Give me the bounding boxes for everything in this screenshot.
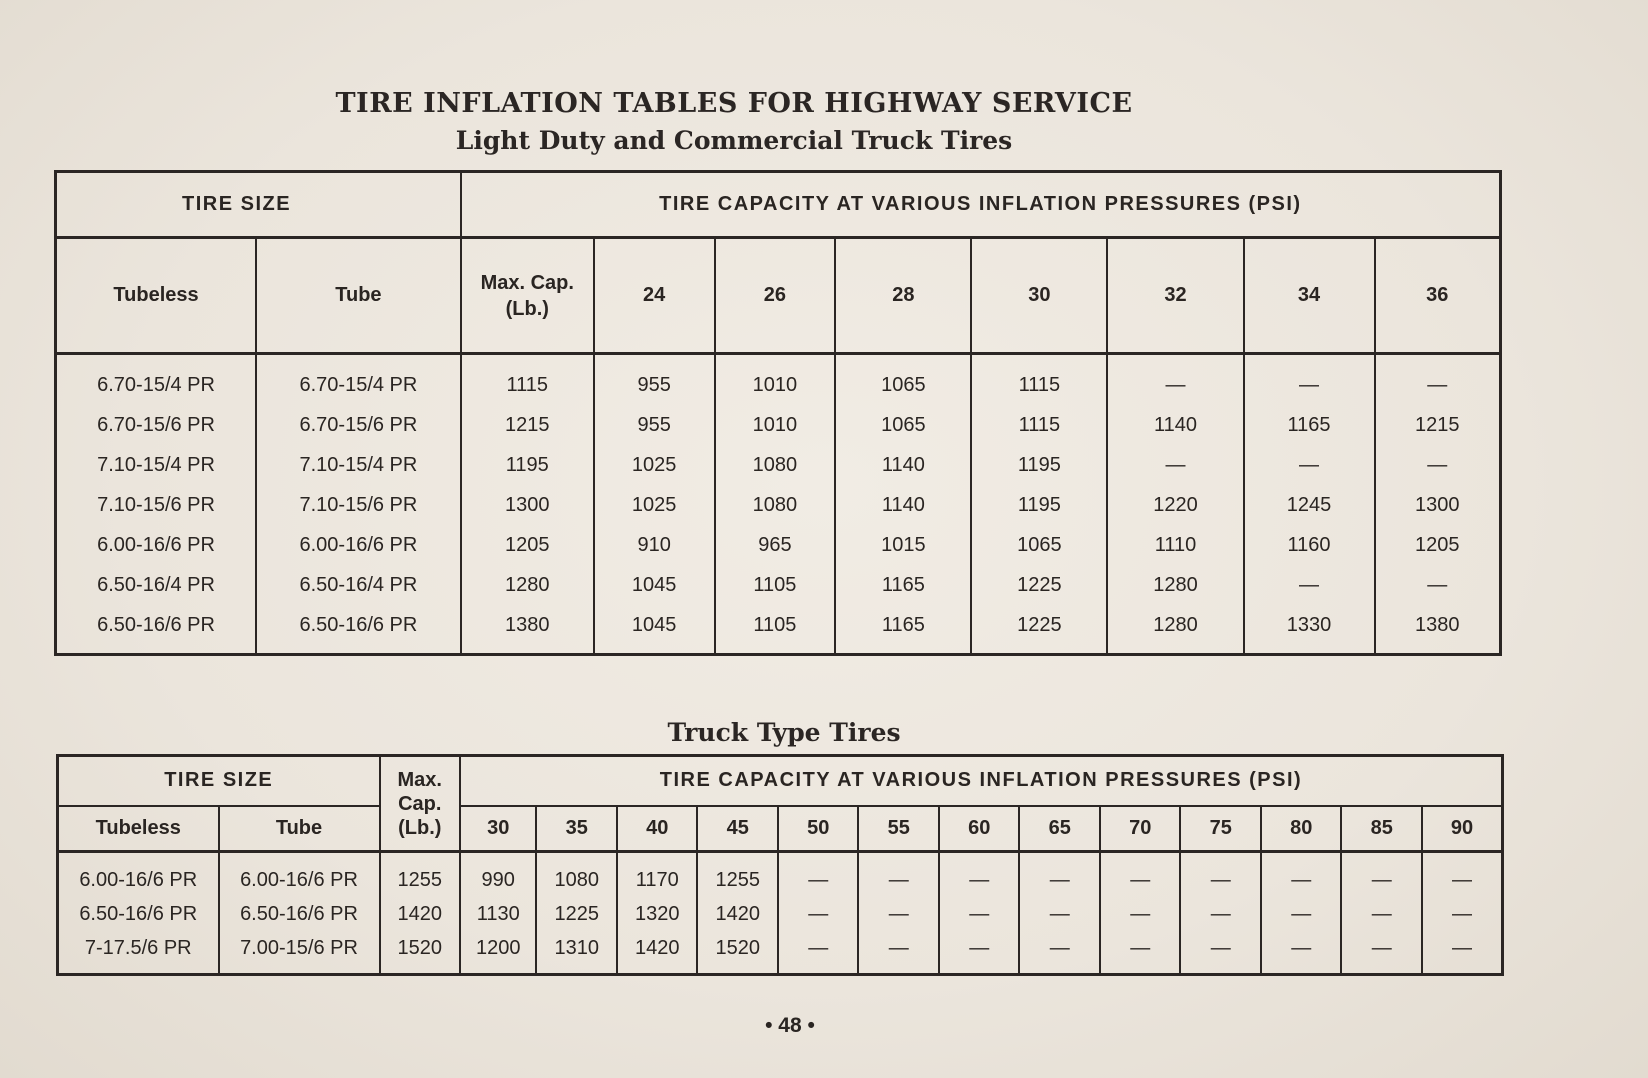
table-cell: 1010 (715, 354, 836, 406)
col-header-tube: Tube (219, 806, 380, 852)
table-cell: 1170 (617, 852, 698, 898)
table-cell: — (1341, 931, 1422, 975)
table-cell: 7.10-15/6 PR (256, 485, 461, 525)
col-header-psi: 45 (697, 806, 778, 852)
table-cell: 6.00-16/6 PR (219, 852, 380, 898)
col-header-psi: 36 (1375, 238, 1501, 354)
table-cell: — (1244, 565, 1375, 605)
table-cell: 1010 (715, 405, 836, 445)
table-cell: 1245 (1244, 485, 1375, 525)
table-cell: 1115 (971, 405, 1107, 445)
col-header-psi: 28 (835, 238, 971, 354)
table-cell: 7.10-15/4 PR (256, 445, 461, 485)
table-cell: — (1244, 354, 1375, 406)
table-cell: — (858, 897, 939, 931)
table-cell: 6.00-16/6 PR (256, 525, 461, 565)
table-cell: — (1180, 897, 1261, 931)
table-cell: 1205 (461, 525, 594, 565)
table-cell: — (1375, 445, 1501, 485)
table-cell: 1105 (715, 605, 836, 655)
table-cell: 1080 (715, 445, 836, 485)
table-cell: 955 (594, 405, 715, 445)
table-row (56, 354, 1501, 406)
col-header-tubeless: Tubeless (58, 806, 219, 852)
col-header-psi: 34 (1244, 238, 1375, 354)
table-cell: 7.10-15/4 PR (56, 445, 257, 485)
table-cell: — (858, 931, 939, 975)
table-cell: 1200 (460, 931, 536, 975)
table-cell: — (1100, 852, 1181, 898)
col-header-psi: 24 (594, 238, 715, 354)
table-cell: — (1341, 897, 1422, 931)
col-header-psi: 35 (536, 806, 617, 852)
col-header-psi: 60 (939, 806, 1020, 852)
table-cell: — (1019, 931, 1100, 975)
col-header-psi: 75 (1180, 806, 1261, 852)
table-cell: — (939, 897, 1020, 931)
table-cell: 6.50-16/6 PR (256, 605, 461, 655)
table-cell: 6.50-16/6 PR (56, 605, 257, 655)
capacity-header: TIRE CAPACITY AT VARIOUS INFLATION PRESSURES (PSI) (460, 756, 1503, 806)
table-cell: 1140 (835, 445, 971, 485)
table-cell: 6.50-16/6 PR (58, 897, 219, 931)
table-cell: — (1422, 852, 1503, 898)
table-cell: 955 (594, 354, 715, 406)
table-cell: 1195 (971, 485, 1107, 525)
table-cell: — (1244, 445, 1375, 485)
table-cell: — (1261, 931, 1342, 975)
table-cell: 990 (460, 852, 536, 898)
table-cell: — (1375, 565, 1501, 605)
table-cell: 1420 (380, 897, 461, 931)
col-header-psi: 50 (778, 806, 859, 852)
table-cell: 1330 (1244, 605, 1375, 655)
table-cell: 1045 (594, 565, 715, 605)
col-header-psi: 80 (1261, 806, 1342, 852)
table-cell: 1025 (594, 445, 715, 485)
truck-type-table-body (58, 852, 1503, 975)
col-header-tubeless: Tubeless (56, 238, 257, 354)
tire-size-header: TIRE SIZE (58, 756, 380, 806)
table-cell: — (778, 931, 859, 975)
table-cell: — (1180, 931, 1261, 975)
table-cell: 7.00-15/6 PR (219, 931, 380, 975)
table-cell: 1065 (971, 525, 1107, 565)
table-cell: 1025 (594, 485, 715, 525)
table-cell: 1225 (971, 565, 1107, 605)
table-row (58, 931, 1503, 975)
page-title: TIRE INFLATION TABLES FOR HIGHWAY SERVICE (335, 88, 1133, 119)
table-cell: 6.50-16/4 PR (256, 565, 461, 605)
table-cell: 6.70-15/4 PR (256, 354, 461, 406)
table-cell: 1165 (835, 605, 971, 655)
table-cell: — (1261, 852, 1342, 898)
table-cell: 1225 (536, 897, 617, 931)
table-cell: 965 (715, 525, 836, 565)
table-cell: 6.70-15/4 PR (56, 354, 257, 406)
table-cell: — (858, 852, 939, 898)
table-cell: 1160 (1244, 525, 1375, 565)
col-header-psi: 65 (1019, 806, 1100, 852)
table-cell: 1520 (697, 931, 778, 975)
table-cell: 1310 (536, 931, 617, 975)
table-cell: 1080 (715, 485, 836, 525)
table-cell: — (1180, 852, 1261, 898)
table-row (56, 565, 1501, 605)
page-subtitle: Light Duty and Commercial Truck Tires (455, 126, 1013, 155)
col-header-psi: 40 (617, 806, 698, 852)
table-cell: — (939, 852, 1020, 898)
table-cell: 7-17.5/6 PR (58, 931, 219, 975)
table-cell: 910 (594, 525, 715, 565)
table-row (56, 445, 1501, 485)
table-cell: 6.50-16/6 PR (219, 897, 380, 931)
table-cell: — (1422, 897, 1503, 931)
table-cell: 1195 (971, 445, 1107, 485)
table-cell: 1065 (835, 405, 971, 445)
table-cell: 1045 (594, 605, 715, 655)
col-header-psi: 90 (1422, 806, 1503, 852)
table-cell: — (1100, 897, 1181, 931)
table-cell: — (1107, 445, 1243, 485)
table-cell: — (1261, 897, 1342, 931)
table-cell: 1300 (461, 485, 594, 525)
table-cell: — (778, 897, 859, 931)
table-cell: 1115 (971, 354, 1107, 406)
table-cell: 1215 (461, 405, 594, 445)
table-cell: 1380 (1375, 605, 1501, 655)
table-cell: 1320 (617, 897, 698, 931)
col-header-psi: 85 (1341, 806, 1422, 852)
table-cell: 1420 (697, 897, 778, 931)
col-header-psi: 26 (715, 238, 836, 354)
table-cell: 1215 (1375, 405, 1501, 445)
col-header-psi: 32 (1107, 238, 1243, 354)
table-cell: 1280 (1107, 605, 1243, 655)
col-header-psi: 70 (1100, 806, 1181, 852)
table-cell: 1300 (1375, 485, 1501, 525)
table-row (58, 852, 1503, 898)
table-cell: 6.00-16/6 PR (56, 525, 257, 565)
table-cell: 6.00-16/6 PR (58, 852, 219, 898)
tire-size-header: TIRE SIZE (56, 172, 461, 238)
table-cell: 1130 (460, 897, 536, 931)
section-title-truck: Truck Type Tires (667, 718, 901, 747)
table-cell: 1205 (1375, 525, 1501, 565)
col-header-max-cap: Max. Cap. (Lb.) (380, 756, 461, 852)
table-cell: 1080 (536, 852, 617, 898)
table-cell: 1380 (461, 605, 594, 655)
table-cell: 6.70-15/6 PR (56, 405, 257, 445)
table-cell: 1115 (461, 354, 594, 406)
table-cell: 1165 (835, 565, 971, 605)
col-header-tube: Tube (256, 238, 461, 354)
table-cell: — (1107, 354, 1243, 406)
table-cell: 1225 (971, 605, 1107, 655)
table-cell: — (1341, 852, 1422, 898)
table-cell: 1015 (835, 525, 971, 565)
table-cell: — (1100, 931, 1181, 975)
table-cell: 1140 (835, 485, 971, 525)
table-cell: 1280 (1107, 565, 1243, 605)
table-cell: 1065 (835, 354, 971, 406)
table-cell: 1195 (461, 445, 594, 485)
table-row (56, 405, 1501, 445)
table-cell: — (1019, 852, 1100, 898)
truck-type-table (56, 754, 1504, 976)
table-cell: 1105 (715, 565, 836, 605)
table-cell: — (1375, 354, 1501, 406)
table-cell: — (778, 852, 859, 898)
light-duty-table (54, 170, 1502, 656)
col-header-psi: 30 (971, 238, 1107, 354)
table-cell: 1420 (617, 931, 698, 975)
table-cell: 1165 (1244, 405, 1375, 445)
page-number: • 48 • (765, 1014, 815, 1037)
table-row (56, 485, 1501, 525)
table-row (56, 525, 1501, 565)
table-cell: 1520 (380, 931, 461, 975)
col-header-max-cap: Max. Cap. (Lb.) (461, 238, 594, 354)
table-cell: — (1019, 897, 1100, 931)
light-duty-table-body (56, 354, 1501, 655)
table-cell: 7.10-15/6 PR (56, 485, 257, 525)
table-row (56, 605, 1501, 655)
col-header-psi: 55 (858, 806, 939, 852)
table-cell: 1140 (1107, 405, 1243, 445)
table-cell: 1255 (380, 852, 461, 898)
table-cell: 6.70-15/6 PR (256, 405, 461, 445)
table-cell: — (939, 931, 1020, 975)
col-header-psi: 30 (460, 806, 536, 852)
table-cell: 6.50-16/4 PR (56, 565, 257, 605)
table-cell: 1220 (1107, 485, 1243, 525)
table-row (58, 897, 1503, 931)
table-cell: 1280 (461, 565, 594, 605)
table-cell: 1110 (1107, 525, 1243, 565)
table-cell: 1255 (697, 852, 778, 898)
table-cell: — (1422, 931, 1503, 975)
capacity-header: TIRE CAPACITY AT VARIOUS INFLATION PRESSURES (PSI) (461, 172, 1501, 238)
